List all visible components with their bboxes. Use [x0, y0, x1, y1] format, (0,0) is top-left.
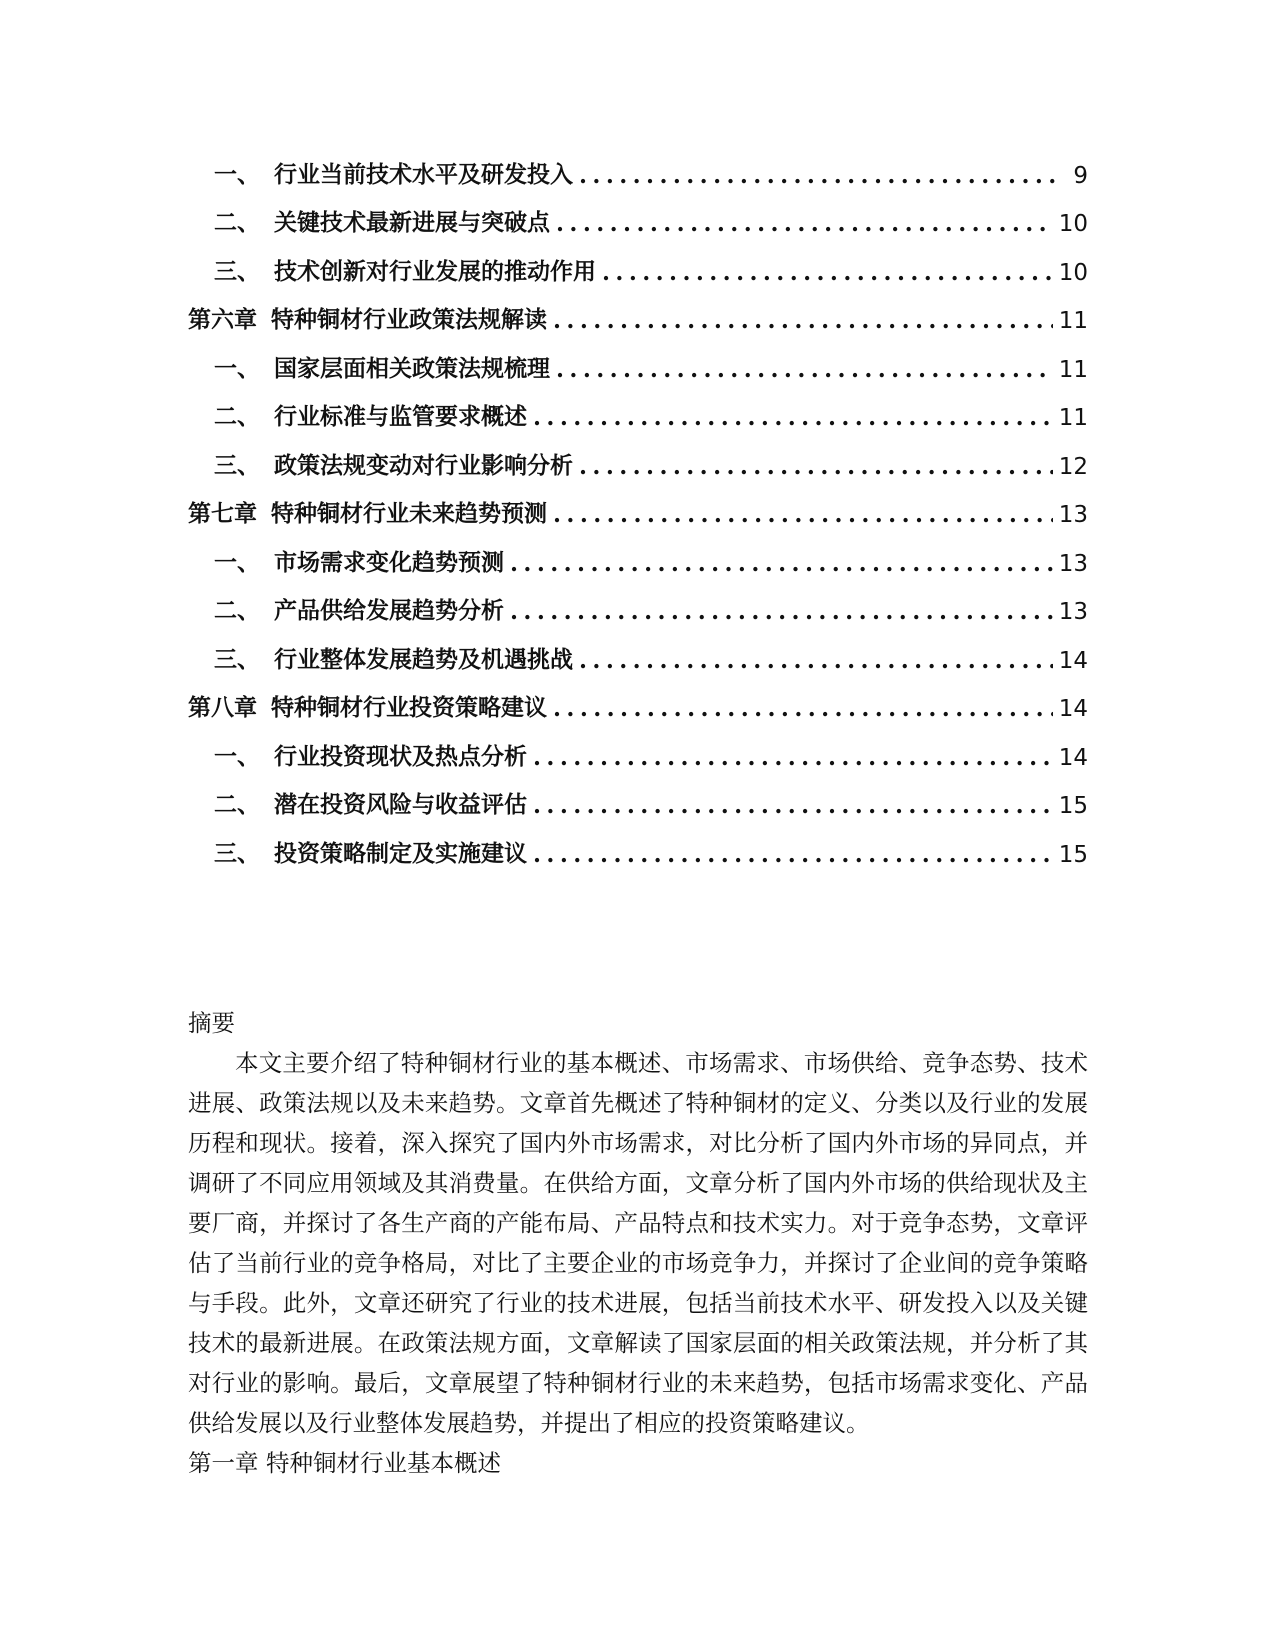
- toc-entry-page: 15: [1058, 793, 1088, 819]
- toc-chapter-title: 特种铜材行业政策法规解读: [271, 306, 547, 333]
- toc-leader-dots: [510, 550, 1053, 577]
- toc-entry-number: 三、: [214, 257, 260, 285]
- toc-entry-title: 行业当前技术水平及研发投入: [274, 160, 573, 188]
- toc-entry-title: 行业整体发展趋势及机遇挑战: [274, 645, 573, 673]
- toc-entry-title: 国家层面相关政策法规梳理: [274, 354, 550, 382]
- toc-entry[interactable]: [188, 771, 1088, 820]
- toc-entry-page: 9: [1073, 162, 1088, 189]
- toc-entry-title: 投资策略制定及实施建议: [274, 839, 527, 867]
- toc-entry[interactable]: [188, 528, 1088, 577]
- abstract-section: [188, 1003, 1088, 1483]
- toc-entry-page: 11: [1058, 308, 1088, 334]
- toc-entry[interactable]: [188, 625, 1088, 674]
- toc-entry[interactable]: [188, 383, 1088, 432]
- toc-leader-dots: [602, 259, 1053, 286]
- toc-leader-dots: [579, 647, 1053, 674]
- toc-leader-dots: [533, 792, 1053, 819]
- toc-entry-page: 15: [1058, 841, 1088, 868]
- toc-chapter-number: 第八章: [188, 694, 257, 721]
- toc-entry[interactable]: [188, 819, 1088, 868]
- toc-entry-number: 二、: [214, 597, 260, 624]
- toc-entry-title: 行业投资现状及热点分析: [274, 742, 527, 770]
- toc-chapter-number: 第六章: [188, 306, 257, 333]
- toc-entry[interactable]: [188, 722, 1088, 771]
- toc-chapter-title: 特种铜材行业投资策略建议: [271, 694, 547, 721]
- table-of-contents: [188, 140, 1088, 868]
- toc-entry-page: 10: [1058, 259, 1088, 286]
- toc-entry-title: 市场需求变化趋势预测: [274, 548, 504, 576]
- toc-entry-number: 一、: [214, 160, 260, 188]
- toc-entry[interactable]: [188, 237, 1088, 286]
- toc-leader-dots: [533, 404, 1053, 431]
- toc-leader-dots: [553, 695, 1053, 722]
- toc-entry-number: 一、: [214, 548, 260, 576]
- toc-entry-title: 产品供给发展趋势分析: [274, 597, 504, 624]
- toc-entry-page: 13: [1058, 599, 1088, 625]
- abstract-body: 本文主要介绍了特种铜材行业的基本概述、市场需求、市场供给、竞争态势、技术进展、政策法规以及未来趋势。文章首先概述了特种铜材的定义、分类以及行业的发展历程和现状。接着，深入探究了国内外市场需求，对比分析了国内外市场的异同点，并调研了不同应用领域及其消费量。在供给方面，文章分析了国内外市场的供给现状及主要厂商，并探讨了各生产商的产能布局、产品特点和技术实力。对于竞争态势，文章评估了当前行业的竞争格局，对比了主要企业的市场竞争力，并探讨了企业间的竞争策略与手段。此外，文章还研究了行业的技术进展，包括当前技术水平、研发投入以及关键技术的最新进展。在政策法规方面，文章解读了国家层面的相关政策法规，并分析了其对行业的影响。最后，文章展望了特种铜材行业的未来趋势，包括市场需求变化、产品供给发展以及行业整体发展趋势，并提出了相应的投资策略建议。: [188, 1049, 1088, 1437]
- toc-chapter-title: 特种铜材行业未来趋势预测: [271, 500, 547, 527]
- toc-entry-page: 11: [1058, 356, 1088, 383]
- toc-entry-number: 二、: [214, 403, 260, 430]
- toc-entry-page: 14: [1058, 647, 1088, 674]
- toc-entry-number: 三、: [214, 645, 260, 673]
- toc-entry[interactable]: [188, 189, 1088, 238]
- abstract-title: 摘要: [188, 1009, 235, 1037]
- chapter-heading: 第一章 特种铜材行业基本概述: [188, 1449, 501, 1477]
- toc-entry-page: 12: [1058, 453, 1088, 480]
- toc-entry-title: 行业标准与监管要求概述: [274, 403, 527, 430]
- toc-entry-number: 一、: [214, 742, 260, 770]
- toc-entry-title: 关键技术最新进展与突破点: [274, 209, 550, 236]
- toc-entry[interactable]: [188, 431, 1088, 480]
- toc-entry[interactable]: [188, 140, 1088, 189]
- toc-entry-page: 14: [1058, 696, 1088, 722]
- toc-chapter-entry[interactable]: [188, 286, 1088, 335]
- toc-entry[interactable]: [188, 577, 1088, 626]
- toc-leader-dots: [579, 162, 1058, 189]
- toc-leader-dots: [533, 841, 1053, 868]
- toc-entry-page: 13: [1058, 502, 1088, 528]
- toc-entry-number: 二、: [214, 791, 260, 818]
- toc-entry-title: 政策法规变动对行业影响分析: [274, 451, 573, 479]
- toc-entry-page: 13: [1058, 550, 1088, 577]
- toc-leader-dots: [579, 453, 1053, 480]
- toc-entry-number: 三、: [214, 839, 260, 867]
- toc-entry-number: 二、: [214, 209, 260, 236]
- toc-entry[interactable]: [188, 334, 1088, 383]
- toc-chapter-entry[interactable]: [188, 480, 1088, 529]
- toc-leader-dots: [556, 356, 1053, 383]
- toc-entry-title: 技术创新对行业发展的推动作用: [274, 257, 596, 285]
- toc-leader-dots: [510, 598, 1053, 625]
- toc-entry-page: 10: [1058, 211, 1088, 237]
- toc-entry-page: 14: [1058, 744, 1088, 771]
- toc-entry-page: 11: [1058, 405, 1088, 431]
- toc-chapter-entry[interactable]: [188, 674, 1088, 723]
- toc-leader-dots: [553, 307, 1053, 334]
- toc-entry-title: 潜在投资风险与收益评估: [274, 791, 527, 818]
- toc-leader-dots: [553, 501, 1053, 528]
- toc-chapter-number: 第七章: [188, 500, 257, 527]
- toc-entry-number: 三、: [214, 451, 260, 479]
- toc-leader-dots: [533, 744, 1053, 771]
- toc-entry-number: 一、: [214, 354, 260, 382]
- toc-leader-dots: [556, 210, 1053, 237]
